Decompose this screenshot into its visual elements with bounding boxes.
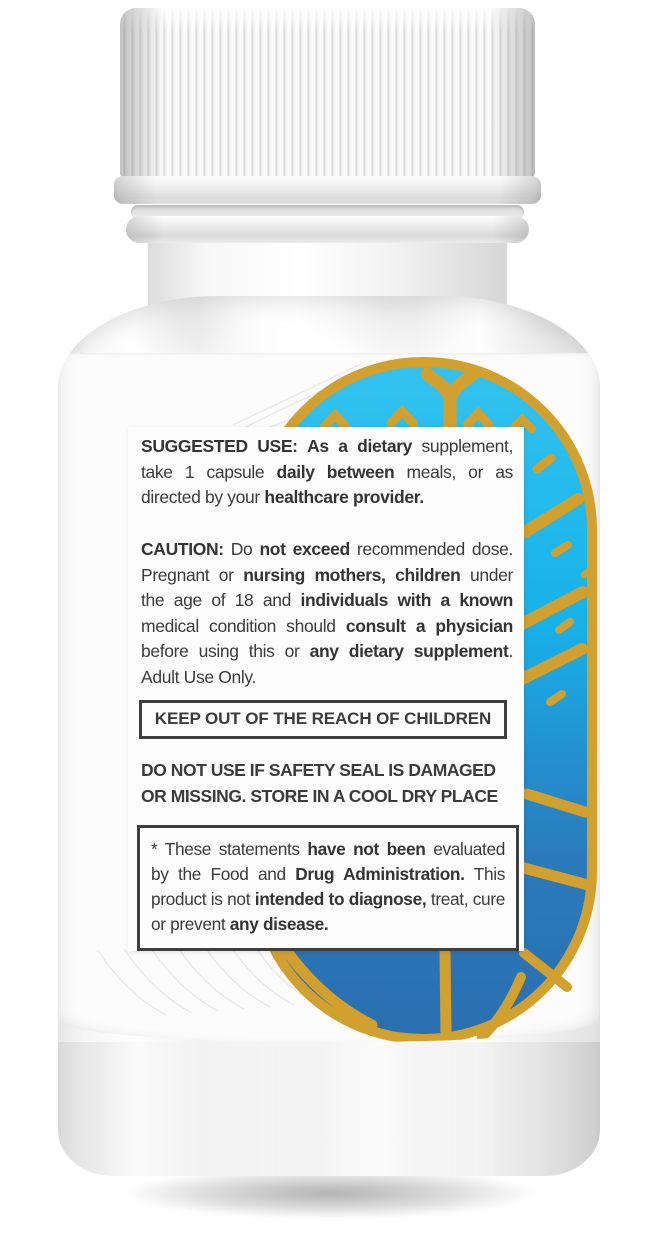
bottle-lower-reflections — [58, 1042, 600, 1176]
bottle-cap-ribbed — [120, 8, 535, 178]
bottle-body — [58, 296, 600, 1176]
fda-disclaimer-box: * These statements have not been evaluated by the Food and Drug Administration. This product is not intended to diagnose, treat, cure or prevent any disease. — [137, 825, 519, 951]
safety-seal-warning-text: DO NOT USE IF SAFETY SEAL IS DAMAGED OR MISSING. STORE IN A COOL DRY PLACE — [141, 760, 498, 806]
keep-out-of-reach-box: KEEP OUT OF THE REACH OF CHILDREN — [139, 700, 507, 739]
bottle-cap-rim — [114, 176, 541, 204]
label-text-panel — [128, 427, 524, 951]
bottle-neck-ring — [126, 216, 529, 243]
caution-text: CAUTION: Do not exceed recommended dose. Pregnant or nursing mothers, children under the age of 18 and individuals with a known medical condition should consult a physician before using this or any dietary supplement. Adult Use Only. — [141, 539, 513, 687]
suggested-use-text: SUGGESTED USE: As a dietary supplement, take 1 capsule daily between meals, or as directed by your healthcare provider. — [141, 436, 514, 507]
product-label — [58, 353, 600, 1042]
